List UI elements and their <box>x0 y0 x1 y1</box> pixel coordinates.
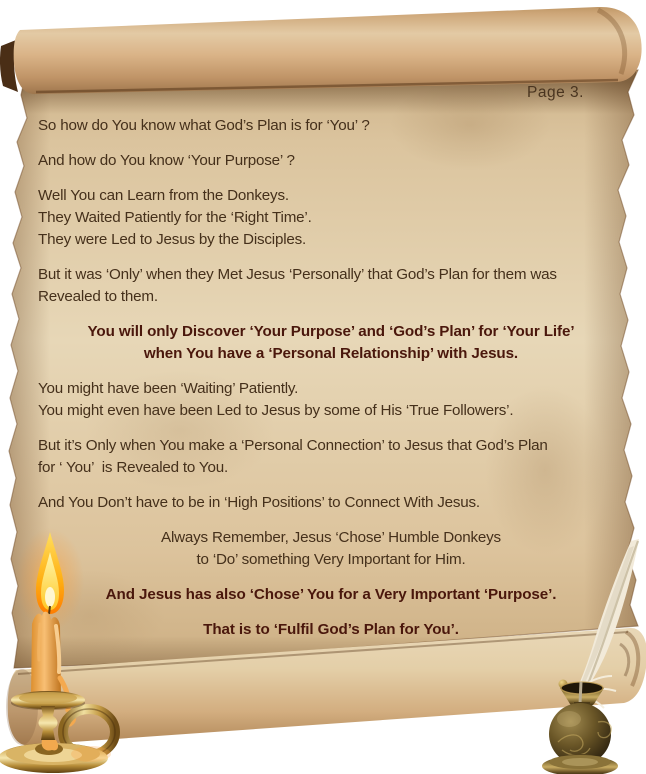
text-line: to ‘Do’ something Very Important for Him. <box>196 551 466 568</box>
text-line: when You have a ‘Personal Relationship’ with Jesus. <box>143 345 519 362</box>
page-label: Page 3. <box>527 84 584 101</box>
scroll-top-roll <box>0 7 642 94</box>
paragraph <box>38 115 624 137</box>
paragraph <box>38 185 624 251</box>
text-line: They Waited Patiently for the ‘Right Time’. <box>38 209 312 226</box>
paragraph <box>38 435 624 479</box>
text-line: They were Led to Jesus by the Disciples. <box>38 231 307 248</box>
text-line: Always Remember, Jesus ‘Chose’ Humble Donkeys <box>161 529 501 546</box>
text-line: Revealed to them. <box>38 288 158 305</box>
text-line: And how do You know ‘Your Purpose’ ? <box>38 152 295 169</box>
text-line: And You Don’t have to be in ‘High Positions’ to Connect With Jesus. <box>38 494 480 511</box>
text-line: for ‘ You’ is Revealed to You. <box>38 459 228 476</box>
paragraph <box>38 492 624 514</box>
paragraph <box>38 264 624 308</box>
text-line: So how do You know what God’s Plan is for ‘You’ ? <box>38 117 370 134</box>
text-line: But it was ‘Only’ when they Met Jesus ‘Personally’ that God’s Plan for them was <box>38 266 557 283</box>
candle-icon <box>0 528 146 774</box>
paragraph <box>38 378 624 422</box>
text-line: You will only Discover ‘Your Purpose’ and ‘God’s Plan’ for ‘Your Life’ <box>87 323 575 340</box>
text-line: And Jesus has also ‘Chose’ You for a Very Important ‘Purpose’. <box>105 586 557 603</box>
quill-inkwell-icon <box>528 536 646 774</box>
text-line: But it’s Only when You make a ‘Personal Connection’ to Jesus that God’s Plan <box>38 437 548 454</box>
text-line: Well You can Learn from the Donkeys. <box>38 187 289 204</box>
paragraph <box>38 150 624 172</box>
text-line: You might have been ‘Waiting’ Patiently. <box>38 380 299 397</box>
text-line: You might even have been Led to Jesus by some of His ‘True Followers’. <box>38 402 514 419</box>
paragraph <box>38 321 624 365</box>
text-line: That is to ‘Fulfil God’s Plan for You’. <box>203 621 459 638</box>
